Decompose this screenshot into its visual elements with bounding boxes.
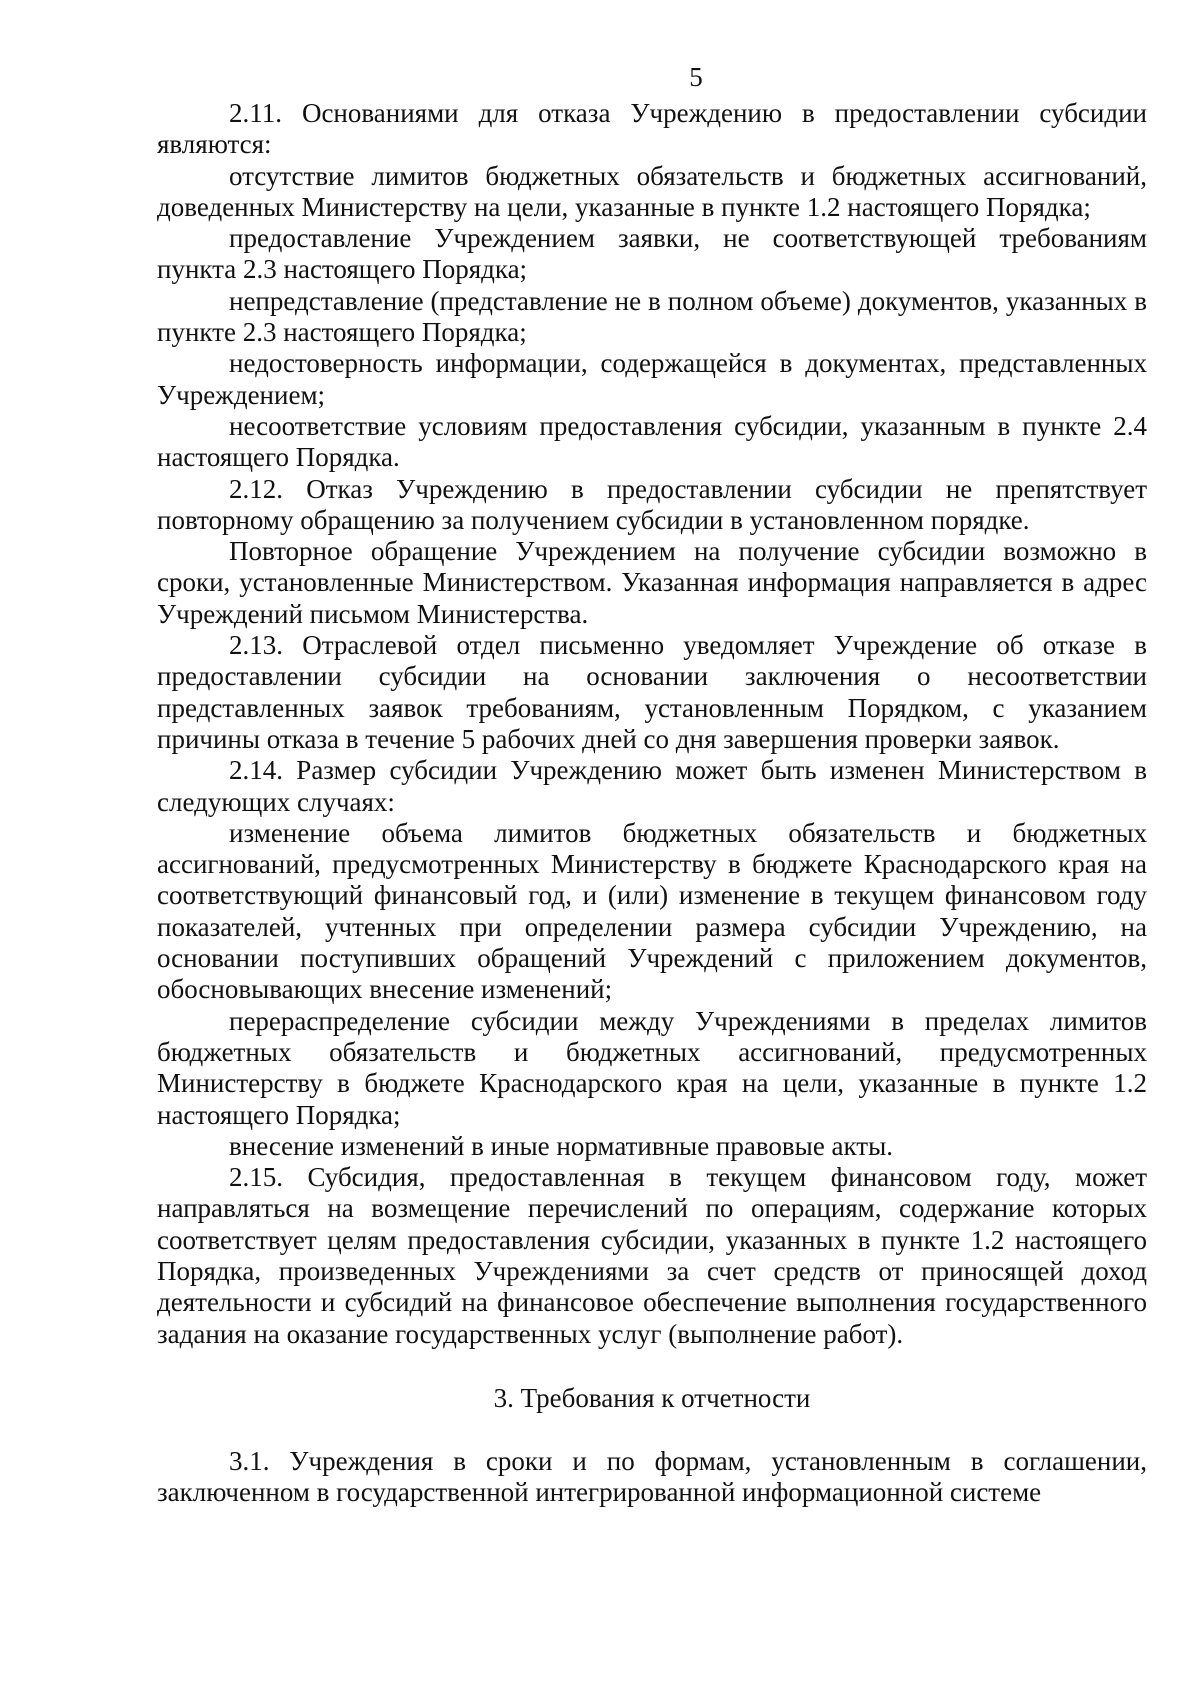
- paragraph-2-14-item-1: изменение объема лимитов бюджетных обязательств и бюджетных ассигнований, предусмотренных Министерству в бюджете Краснодарского края на соответствующий финансовый год, и (или) изменение в текущем финансовом году показателей, учтенных при определении размера субсидии Учреждению, на основании поступивших обращений Учреждений с приложением документов, обосновывающих внесение изменений;: [157, 817, 1147, 1005]
- paragraph-2-11-item-2: предоставление Учреждением заявки, не соответствующей требованиям пункта 2.3 настоящего Порядка;: [157, 223, 1147, 285]
- paragraph-2-11-item-1: отсутствие лимитов бюджетных обязательств и бюджетных ассигнований, доведенных Министерству на цели, указанные в пункте 1.2 настоящего Порядка;: [157, 160, 1147, 222]
- paragraph-2-14-item-2: перераспределение субсидии между Учреждениями в пределах лимитов бюджетных обязательств и бюджетных ассигнований, предусмотренных Министерству в бюджете Краснодарского края на цели, указанные в пункте 1.2 настоящего Порядка;: [157, 1005, 1147, 1130]
- paragraph-2-13: 2.13. Отраслевой отдел письменно уведомляет Учреждение об отказе в предоставлении субсидии на основании заключения о несоответствии представленных заявок требованиям, установленным Порядком, с указанием причины отказа в течение 5 рабочих дней со дня завершения проверки заявок.: [157, 630, 1147, 754]
- paragraph-2-11-item-3: непредставление (представление не в полном объеме) документов, указанных в пункте 2.3 настоящего Порядка;: [157, 285, 1147, 348]
- document-body: [157, 98, 1147, 1509]
- page-number: 5: [689, 62, 703, 92]
- paragraph-2-15: 2.15. Субсидия, предоставленная в текущем финансовом году, может направляться на возмещение перечислений по операциям, содержание которых соответствует целям предоставления субсидии, указанных в пункте 1.2 настоящего Порядка, произведенных Учреждениями за счет средств от приносящей доход деятельности и субсидий на финансовое обеспечение выполнения государственного задания на оказание государственных услуг (выполнение работ).: [157, 1162, 1147, 1349]
- paragraph-3-1: 3.1. Учреждения в сроки и по формам, установленным в соглашении, заключенном в государственной интегрированной информационной системе: [157, 1446, 1147, 1508]
- section-title: 3. Требования к отчетности: [493, 1382, 811, 1413]
- paragraph-2-14: 2.14. Размер субсидии Учреждению может быть изменен Министерством в следующих случаях:: [157, 755, 1147, 817]
- paragraph-2-14-item-3: внесение изменений в иные нормативные правовые акты.: [229, 1130, 893, 1161]
- paragraph-2-11-item-4: недостоверность информации, содержащейся в документах, представленных Учреждением;: [157, 348, 1147, 410]
- paragraph-2-11: 2.11. Основаниями для отказа Учреждению в предоставлении субсидии являются:: [157, 98, 1147, 160]
- paragraph-2-11-item-5: несоответствие условиям предоставления субсидии, указанным в пункте 2.4 настоящего Порядка.: [157, 410, 1147, 473]
- paragraph-2-12: 2.12. Отказ Учреждению в предоставлении субсидии не препятствует повторному обращению за получением субсидии в установленном порядке.: [157, 473, 1147, 535]
- paragraph-2-12-repeat: Повторное обращение Учреждением на получение субсидии возможно в сроки, установленные Министерством. Указанная информация направляется в адрес Учреждений письмом Министерства.: [157, 536, 1147, 629]
